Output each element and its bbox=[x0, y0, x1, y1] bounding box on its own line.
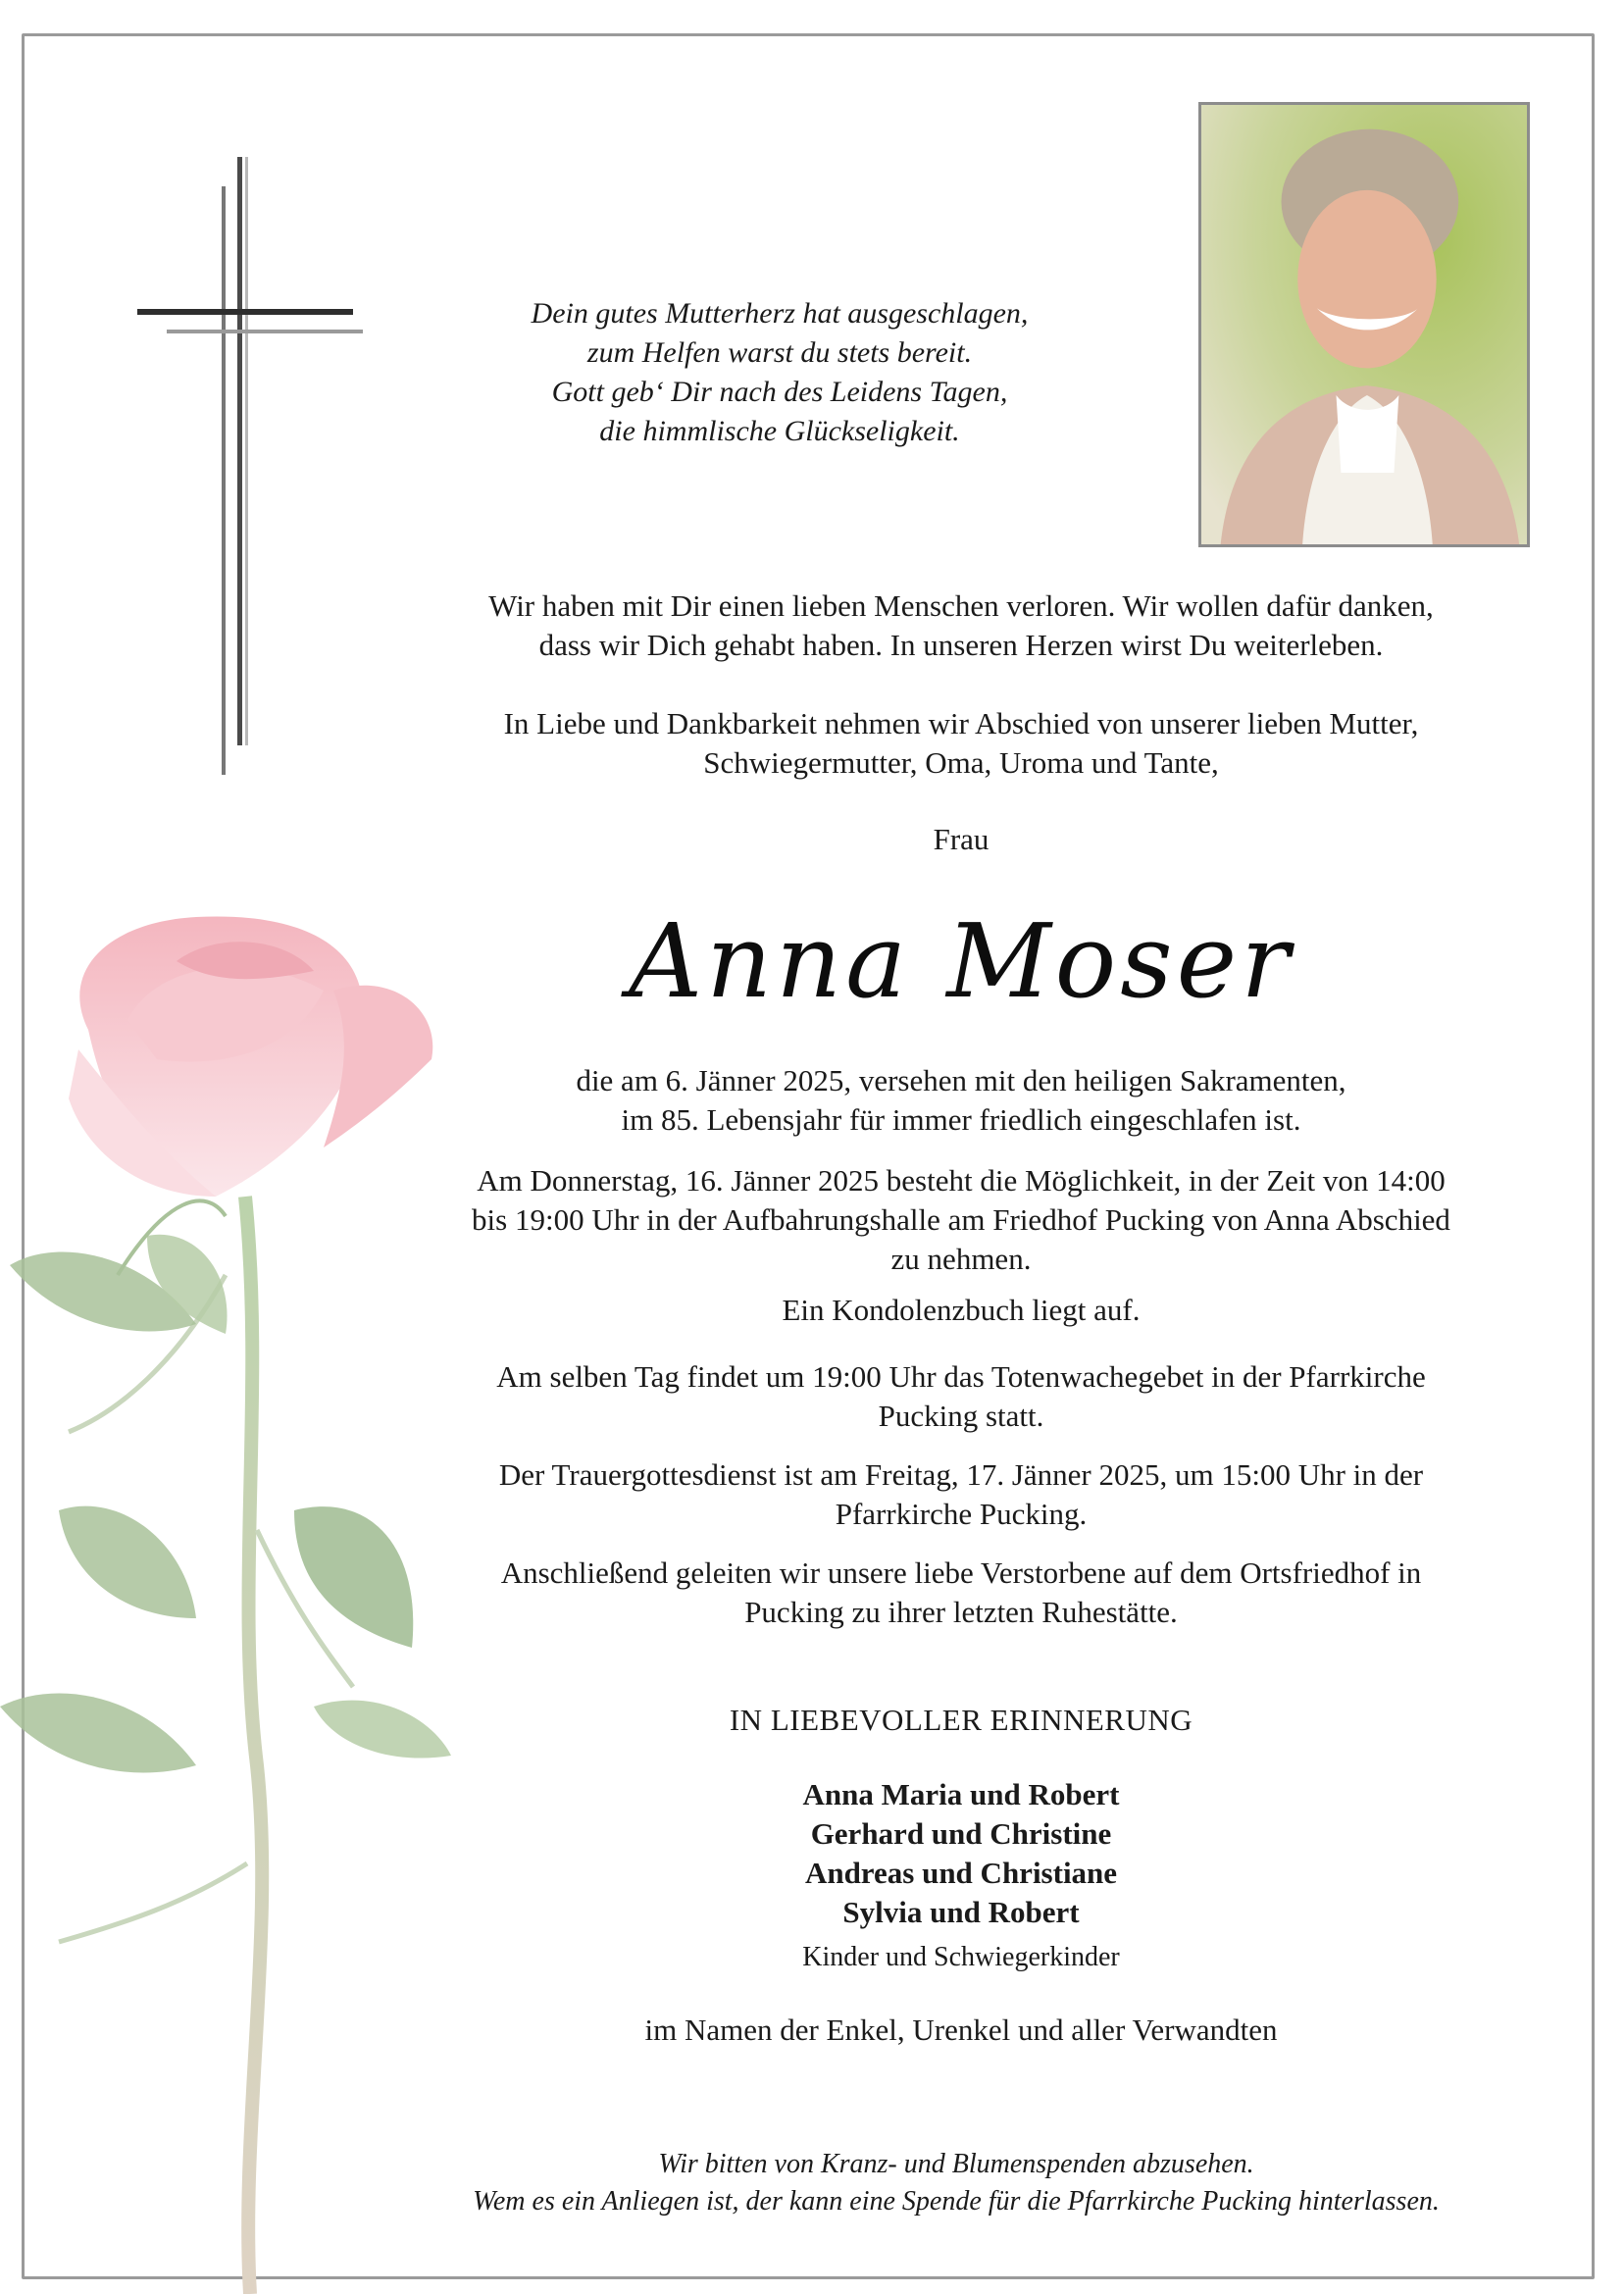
deceased-name: Anna Moser bbox=[629, 901, 1294, 1021]
relatives-text: im Namen der Enkel, Urenkel und aller Verwandten bbox=[644, 2013, 1278, 2047]
farewell-text bbox=[422, 704, 1500, 783]
service-line: Pfarrkirche Pucking. bbox=[835, 1497, 1088, 1531]
farewell-line: Schwiegermutter, Oma, Uroma und Tante, bbox=[703, 745, 1219, 780]
poem-line: Dein gutes Mutterherz hat ausgeschlagen, bbox=[531, 297, 1029, 330]
viewing-line: bis 19:00 Uhr in der Aufbahrungshalle am Friedhof Pucking von Anna Abschied bbox=[472, 1202, 1450, 1237]
burial-text bbox=[422, 1554, 1500, 1632]
mourners-list bbox=[422, 1775, 1500, 1932]
burial-line: Pucking zu ihrer letzten Ruhestätte. bbox=[744, 1595, 1178, 1629]
death-notice-line: die am 6. Jänner 2025, versehen mit den heiligen Sakramenten, bbox=[576, 1063, 1346, 1097]
condolence-book-text: Ein Kondolenzbuch liegt auf. bbox=[782, 1293, 1141, 1327]
death-notice bbox=[422, 1061, 1500, 1140]
service-text bbox=[422, 1455, 1500, 1534]
intro-line: Wir haben mit Dir einen lieben Menschen verloren. Wir wollen dafür danken, bbox=[488, 588, 1434, 623]
mourner-name: Anna Maria und Robert bbox=[802, 1777, 1120, 1811]
viewing-text bbox=[422, 1161, 1500, 1279]
portrait-photo bbox=[1198, 102, 1530, 547]
memory-heading: IN LIEBEVOLLER ERINNERUNG bbox=[729, 1703, 1193, 1737]
cross-icon bbox=[137, 157, 363, 785]
viewing-line: zu nehmen. bbox=[890, 1242, 1032, 1276]
burial-line: Anschließend geleiten wir unsere liebe Verstorbene auf dem Ortsfriedhof in bbox=[500, 1555, 1422, 1590]
death-notice-line: im 85. Lebensjahr für immer friedlich eingeschlafen ist. bbox=[621, 1102, 1301, 1137]
poem bbox=[373, 294, 1187, 451]
footer-line: Wem es ein Anliegen ist, der kann eine Spende für die Pfarrkirche Pucking hinterlassen. bbox=[473, 2186, 1440, 2217]
vigil-line: Am selben Tag findet um 19:00 Uhr das Totenwachegebet in der Pfarrkirche bbox=[496, 1359, 1426, 1394]
mourner-name: Andreas und Christiane bbox=[804, 1856, 1118, 1890]
mourners-relation: Kinder und Schwiegerkinder bbox=[802, 1942, 1120, 1972]
poem-line: die himmlische Glückseligkeit. bbox=[599, 415, 960, 447]
mourner-name: Sylvia und Robert bbox=[842, 1895, 1080, 1929]
service-line: Der Trauergottesdienst ist am Freitag, 17. Jänner 2025, um 15:00 Uhr in der bbox=[498, 1457, 1424, 1492]
intro-text bbox=[422, 586, 1500, 665]
rose-image bbox=[0, 902, 471, 2294]
footer-line: Wir bitten von Kranz- und Blumenspenden abzusehen. bbox=[658, 2149, 1254, 2179]
poem-line: Gott geb‘ Dir nach des Leidens Tagen, bbox=[551, 376, 1008, 408]
viewing-line: Am Donnerstag, 16. Jänner 2025 besteht die Möglichkeit, in der Zeit von 14:00 bbox=[477, 1163, 1446, 1198]
farewell-line: In Liebe und Dankbarkeit nehmen wir Abschied von unserer lieben Mutter, bbox=[503, 706, 1419, 740]
intro-line: dass wir Dich gehabt haben. In unseren Herzen wirst Du weiterleben. bbox=[538, 628, 1384, 662]
mourner-name: Gerhard und Christine bbox=[810, 1816, 1112, 1851]
vigil-text bbox=[422, 1357, 1500, 1436]
poem-line: zum Helfen warst du stets bereit. bbox=[586, 336, 973, 369]
footer-note bbox=[373, 2146, 1540, 2220]
vigil-line: Pucking statt. bbox=[878, 1399, 1044, 1433]
salutation: Frau bbox=[933, 822, 990, 856]
